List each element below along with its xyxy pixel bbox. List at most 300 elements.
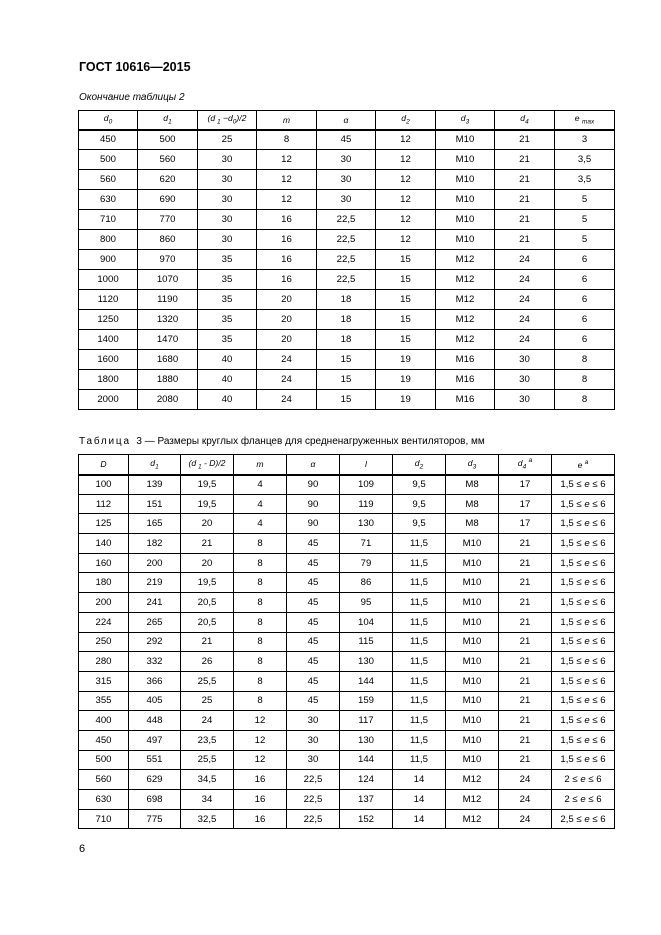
table-cell: 45 (317, 130, 376, 150)
table-cell: M12 (436, 330, 495, 350)
table-cell: 1400 (79, 330, 138, 350)
table-cell: 800 (79, 230, 138, 250)
document-title: ГОСТ 10616—2015 (79, 60, 191, 74)
table-cell: 40 (198, 390, 257, 410)
table-cell: 182 (129, 534, 181, 554)
table3-caption (79, 436, 485, 447)
table-cell: M8 (446, 514, 499, 534)
table-cell: 22,5 (287, 809, 340, 829)
table-cell: 19,5 (181, 573, 234, 593)
table-row (79, 330, 615, 350)
table-cell: 30 (495, 370, 555, 390)
table-cell: 11,5 (393, 671, 446, 691)
table-cell: 1680 (138, 350, 198, 370)
table-cell: 5 (555, 190, 615, 210)
table-cell: M10 (446, 553, 499, 573)
table-cell: 19,5 (181, 494, 234, 514)
table-cell: 15 (317, 370, 376, 390)
table-cell: 21 (499, 553, 552, 573)
table-cell: 79 (340, 553, 393, 573)
table-cell: 45 (287, 652, 340, 672)
table-cell: 152 (340, 809, 393, 829)
table-cell: 5 (555, 210, 615, 230)
table-cell: 11,5 (393, 632, 446, 652)
table-row (79, 632, 615, 652)
table-cell: M12 (436, 270, 495, 290)
table-row (79, 494, 615, 514)
table-cell: 109 (340, 475, 393, 495)
table-cell: 450 (79, 730, 129, 750)
table-cell: 6 (555, 290, 615, 310)
table-cell: 130 (340, 652, 393, 672)
table-cell: 139 (129, 475, 181, 495)
table3-col-d2: $d_2$ (393, 455, 446, 475)
table-cell: 20,5 (181, 593, 234, 613)
table-cell: 4 (234, 514, 287, 534)
table-cell: 117 (340, 711, 393, 731)
table-cell: 45 (287, 691, 340, 711)
table-row (79, 230, 615, 250)
table-cell: 35 (198, 310, 257, 330)
table-cell: 1800 (79, 370, 138, 390)
table-cell: 24 (499, 809, 552, 829)
table-cell: 25 (198, 130, 257, 150)
table-cell: 1,5 ≤ e ≤ 6 (552, 612, 615, 632)
table-cell: 11,5 (393, 652, 446, 672)
table-cell: M12 (446, 809, 499, 829)
table-cell: 710 (79, 809, 129, 829)
table3-col-d1: $d_1$ (129, 455, 181, 475)
table-cell: 17 (499, 494, 552, 514)
table-cell: 25,5 (181, 671, 234, 691)
table-cell: 21 (181, 534, 234, 554)
table-cell: 497 (129, 730, 181, 750)
table-cell: 112 (79, 494, 129, 514)
table-cell: 14 (393, 809, 446, 829)
table-cell: 137 (340, 790, 393, 810)
table-cell: 160 (79, 553, 129, 573)
table-cell: M8 (446, 475, 499, 495)
table-cell: M10 (436, 210, 495, 230)
table-cell: 900 (79, 250, 138, 270)
table-row (79, 750, 615, 770)
table-cell: 20 (257, 330, 317, 350)
table-cell: 125 (79, 514, 129, 534)
table-cell: 25,5 (181, 750, 234, 770)
table3-col-half-diff: (d $_1$ - D)/2 (181, 455, 234, 475)
table-cell: 4 (234, 475, 287, 495)
table-cell: 18 (317, 330, 376, 350)
table-cell: 9,5 (393, 475, 446, 495)
table-cell: 24 (257, 390, 317, 410)
table-cell: 250 (79, 632, 129, 652)
table-cell: 30 (495, 390, 555, 410)
table-cell: 16 (257, 230, 317, 250)
table-cell: M10 (436, 130, 495, 150)
table-cell: 11,5 (393, 553, 446, 573)
table-cell: 1250 (79, 310, 138, 330)
table3-header-row (79, 455, 615, 475)
table-cell: 21 (495, 190, 555, 210)
table-cell: 12 (376, 150, 436, 170)
table-cell: 5 (555, 230, 615, 250)
table-cell: 332 (129, 652, 181, 672)
table-cell: 19,5 (181, 475, 234, 495)
table-row (79, 573, 615, 593)
table-cell: 1470 (138, 330, 198, 350)
table-cell: 22,5 (287, 770, 340, 790)
table-cell: 115 (340, 632, 393, 652)
table-row (79, 390, 615, 410)
table-cell: 1,5 ≤ e ≤ 6 (552, 514, 615, 534)
table-cell: 30 (198, 210, 257, 230)
table-cell: 14 (393, 790, 446, 810)
table2-col-d2: $d_2$ (376, 111, 436, 130)
table3-caption-text: — Размеры круглых фланцев для средненагруженных вентиляторов, мм (144, 436, 485, 447)
table-cell: 30 (317, 190, 376, 210)
table-cell: 151 (129, 494, 181, 514)
table-cell: M12 (436, 250, 495, 270)
table-cell: 2 ≤ e ≤ 6 (552, 790, 615, 810)
table-cell: 90 (287, 514, 340, 534)
table-cell: 30 (495, 350, 555, 370)
table-cell: 1,5 ≤ e ≤ 6 (552, 553, 615, 573)
table-cell: 12 (257, 150, 317, 170)
table-cell: 448 (129, 711, 181, 731)
table-cell: 280 (79, 652, 129, 672)
table-cell: 400 (79, 711, 129, 731)
table-cell: 1,5 ≤ e ≤ 6 (552, 534, 615, 554)
table3-caption-number: 3 (136, 436, 142, 447)
table-cell: 11,5 (393, 730, 446, 750)
table-cell: 315 (79, 671, 129, 691)
table2-col-d1: $d_1$ (138, 111, 198, 130)
table-cell: 8 (234, 691, 287, 711)
table-cell: 1,5 ≤ e ≤ 6 (552, 691, 615, 711)
table-cell: 15 (376, 290, 436, 310)
table3-col-l: l (340, 455, 393, 475)
table-cell: M12 (446, 790, 499, 810)
table-row (79, 370, 615, 390)
table-cell: 6 (555, 270, 615, 290)
table-cell: 144 (340, 750, 393, 770)
table-cell: 366 (129, 671, 181, 691)
table-cell: 25 (181, 691, 234, 711)
table-cell: 21 (499, 593, 552, 613)
table-cell: 15 (376, 330, 436, 350)
table-cell: 144 (340, 671, 393, 691)
table-cell: 8 (234, 612, 287, 632)
table-cell: 775 (129, 809, 181, 829)
table-cell: 22,5 (317, 210, 376, 230)
table-cell: 12 (234, 730, 287, 750)
table-cell: 21 (495, 150, 555, 170)
table2-header-row (79, 111, 615, 130)
table-cell: M10 (446, 730, 499, 750)
table-cell: 16 (234, 790, 287, 810)
table-row (79, 671, 615, 691)
table-row (79, 711, 615, 731)
table-cell: 620 (138, 170, 198, 190)
table-cell: 30 (287, 750, 340, 770)
table-cell: 21 (495, 210, 555, 230)
table-cell: 8 (234, 593, 287, 613)
table-cell: 8 (234, 553, 287, 573)
table-cell: 45 (287, 573, 340, 593)
table-cell: 15 (376, 270, 436, 290)
table-cell: M12 (446, 770, 499, 790)
table-cell: 1,5 ≤ e ≤ 6 (552, 573, 615, 593)
table-cell: 11,5 (393, 593, 446, 613)
table-cell: 19 (376, 370, 436, 390)
table-cell: 12 (376, 190, 436, 210)
table-cell: 23,5 (181, 730, 234, 750)
table-row (79, 475, 615, 495)
table-row (79, 790, 615, 810)
table-cell: 1190 (138, 290, 198, 310)
table-cell: M10 (436, 230, 495, 250)
table-cell: M10 (446, 671, 499, 691)
table-cell: 16 (234, 809, 287, 829)
table-cell: 630 (79, 790, 129, 810)
table-row (79, 534, 615, 554)
table-cell: 8 (257, 130, 317, 150)
table-cell: 630 (79, 190, 138, 210)
table-cell: 21 (495, 230, 555, 250)
table-cell: M12 (436, 310, 495, 330)
table-cell: 21 (181, 632, 234, 652)
table-cell: 30 (198, 190, 257, 210)
table-cell: 159 (340, 691, 393, 711)
table-cell: 45 (287, 593, 340, 613)
table-cell: 45 (287, 671, 340, 691)
table-cell: 12 (376, 210, 436, 230)
table-cell: 200 (79, 593, 129, 613)
table-cell: 770 (138, 210, 198, 230)
table-cell: 1070 (138, 270, 198, 290)
table-cell: 16 (234, 770, 287, 790)
table-cell: 20 (257, 310, 317, 330)
table-cell: 1880 (138, 370, 198, 390)
table-row (79, 290, 615, 310)
table-row (79, 130, 615, 150)
table-cell: 24 (495, 310, 555, 330)
table-cell: 180 (79, 573, 129, 593)
table-cell: 8 (234, 652, 287, 672)
table-cell: 8 (234, 671, 287, 691)
table-cell: M10 (446, 593, 499, 613)
table-cell: 1,5 ≤ e ≤ 6 (552, 475, 615, 495)
table-cell: 551 (129, 750, 181, 770)
table-cell: 24 (181, 711, 234, 731)
table2-caption: Окончание таблицы 2 (79, 92, 185, 103)
table-cell: M10 (436, 190, 495, 210)
table-row (79, 652, 615, 672)
table-cell: 20 (257, 290, 317, 310)
table2 (78, 110, 615, 410)
table-cell: 18 (317, 310, 376, 330)
table-cell: 11,5 (393, 711, 446, 731)
table-cell: 219 (129, 573, 181, 593)
table-cell: 450 (79, 130, 138, 150)
table-cell: 90 (287, 475, 340, 495)
table-cell: 140 (79, 534, 129, 554)
table-cell: M10 (446, 632, 499, 652)
table-cell: 8 (555, 390, 615, 410)
table2-col-alpha: α (317, 111, 376, 130)
table-cell: 34 (181, 790, 234, 810)
table-cell: 8 (555, 350, 615, 370)
table-cell: 1,5 ≤ e ≤ 6 (552, 671, 615, 691)
table-cell: 100 (79, 475, 129, 495)
table-cell: 130 (340, 514, 393, 534)
table-cell: 2,5 ≤ e ≤ 6 (552, 809, 615, 829)
table-cell: 95 (340, 593, 393, 613)
table-cell: 405 (129, 691, 181, 711)
table-cell: M10 (446, 612, 499, 632)
table-cell: 698 (129, 790, 181, 810)
table-cell: 16 (257, 270, 317, 290)
table-cell: 241 (129, 593, 181, 613)
table-cell: 9,5 (393, 494, 446, 514)
table-row (79, 190, 615, 210)
table-cell: 1320 (138, 310, 198, 330)
table-cell: 2000 (79, 390, 138, 410)
table-cell: 45 (287, 553, 340, 573)
table3 (78, 454, 615, 829)
table-cell: 24 (257, 370, 317, 390)
table-row (79, 310, 615, 330)
table-cell: 30 (198, 230, 257, 250)
table-row (79, 809, 615, 829)
table2-col-d0: $d_0$ (79, 111, 138, 130)
table-row (79, 350, 615, 370)
table-cell: 12 (234, 750, 287, 770)
table-cell: 11,5 (393, 691, 446, 711)
table-cell: 34,5 (181, 770, 234, 790)
table-cell: M10 (446, 711, 499, 731)
table-cell: 4 (234, 494, 287, 514)
table-cell: 40 (198, 370, 257, 390)
table-cell: 21 (495, 130, 555, 150)
table-cell: 20 (181, 553, 234, 573)
table-cell: 30 (317, 150, 376, 170)
table-row (79, 150, 615, 170)
table-cell: 19 (376, 350, 436, 370)
table-cell: 24 (499, 790, 552, 810)
table-cell: 8 (234, 573, 287, 593)
table-cell: 16 (257, 210, 317, 230)
table-cell: 8 (234, 534, 287, 554)
table-cell: 15 (317, 390, 376, 410)
table-cell: 24 (499, 770, 552, 790)
table3-col-e: e $^a$ (552, 455, 615, 475)
table-cell: 1,5 ≤ e ≤ 6 (552, 593, 615, 613)
table-cell: 24 (257, 350, 317, 370)
table-cell: 11,5 (393, 534, 446, 554)
table-cell: 560 (79, 770, 129, 790)
table-cell: 30 (198, 170, 257, 190)
table-cell: 24 (495, 290, 555, 310)
table-cell: M10 (436, 170, 495, 190)
table-cell: 12 (257, 190, 317, 210)
table-row (79, 514, 615, 534)
table-cell: 12 (234, 711, 287, 731)
table-cell: 30 (287, 711, 340, 731)
table-cell: 24 (495, 270, 555, 290)
table-cell: 12 (376, 170, 436, 190)
table-cell: 32,5 (181, 809, 234, 829)
table-cell: 45 (287, 612, 340, 632)
table-cell: 19 (376, 390, 436, 410)
table-cell: 21 (499, 730, 552, 750)
table-cell: 119 (340, 494, 393, 514)
table-cell: 21 (499, 671, 552, 691)
table3-col-m: m (234, 455, 287, 475)
table-cell: 3,5 (555, 150, 615, 170)
table-cell: M10 (446, 652, 499, 672)
table-cell: 35 (198, 270, 257, 290)
table-row (79, 553, 615, 573)
table-cell: 21 (499, 691, 552, 711)
table-cell: 11,5 (393, 612, 446, 632)
table3-col-alpha: α (287, 455, 340, 475)
table3-col-d3: $d_3$ (446, 455, 499, 475)
table-cell: 24 (495, 250, 555, 270)
table-row (79, 170, 615, 190)
table-cell: 35 (198, 330, 257, 350)
table-cell: 1600 (79, 350, 138, 370)
table-cell: 104 (340, 612, 393, 632)
table-cell: 21 (499, 534, 552, 554)
table-cell: 12 (257, 170, 317, 190)
table-cell: 21 (499, 632, 552, 652)
table-cell: M10 (446, 691, 499, 711)
table-cell: 26 (181, 652, 234, 672)
table-cell: 30 (287, 730, 340, 750)
table-cell: 15 (376, 310, 436, 330)
table-row (79, 730, 615, 750)
table-cell: 11,5 (393, 750, 446, 770)
table-cell: 9,5 (393, 514, 446, 534)
table-cell: M10 (446, 573, 499, 593)
table-row (79, 210, 615, 230)
table3-caption-prefix: Таблица (79, 436, 131, 447)
table-cell: 18 (317, 290, 376, 310)
table-cell: 500 (138, 130, 198, 150)
table-cell: 629 (129, 770, 181, 790)
table-cell: 124 (340, 770, 393, 790)
table-cell: M10 (446, 750, 499, 770)
table-cell: 1,5 ≤ e ≤ 6 (552, 711, 615, 731)
table-cell: 1,5 ≤ e ≤ 6 (552, 750, 615, 770)
table-row (79, 691, 615, 711)
table-cell: M16 (436, 350, 495, 370)
table-cell: 8 (234, 632, 287, 652)
table-cell: 35 (198, 290, 257, 310)
table-cell: 2 ≤ e ≤ 6 (552, 770, 615, 790)
table-cell: 21 (495, 170, 555, 190)
table-cell: 8 (555, 370, 615, 390)
table-cell: 500 (79, 750, 129, 770)
table3-col-D: D (79, 455, 129, 475)
table-cell: 45 (287, 632, 340, 652)
table-cell: 21 (499, 573, 552, 593)
table-row (79, 250, 615, 270)
table-cell: 3,5 (555, 170, 615, 190)
table2-col-emax: e $_{max}$ (555, 111, 615, 130)
table-cell: 15 (376, 250, 436, 270)
